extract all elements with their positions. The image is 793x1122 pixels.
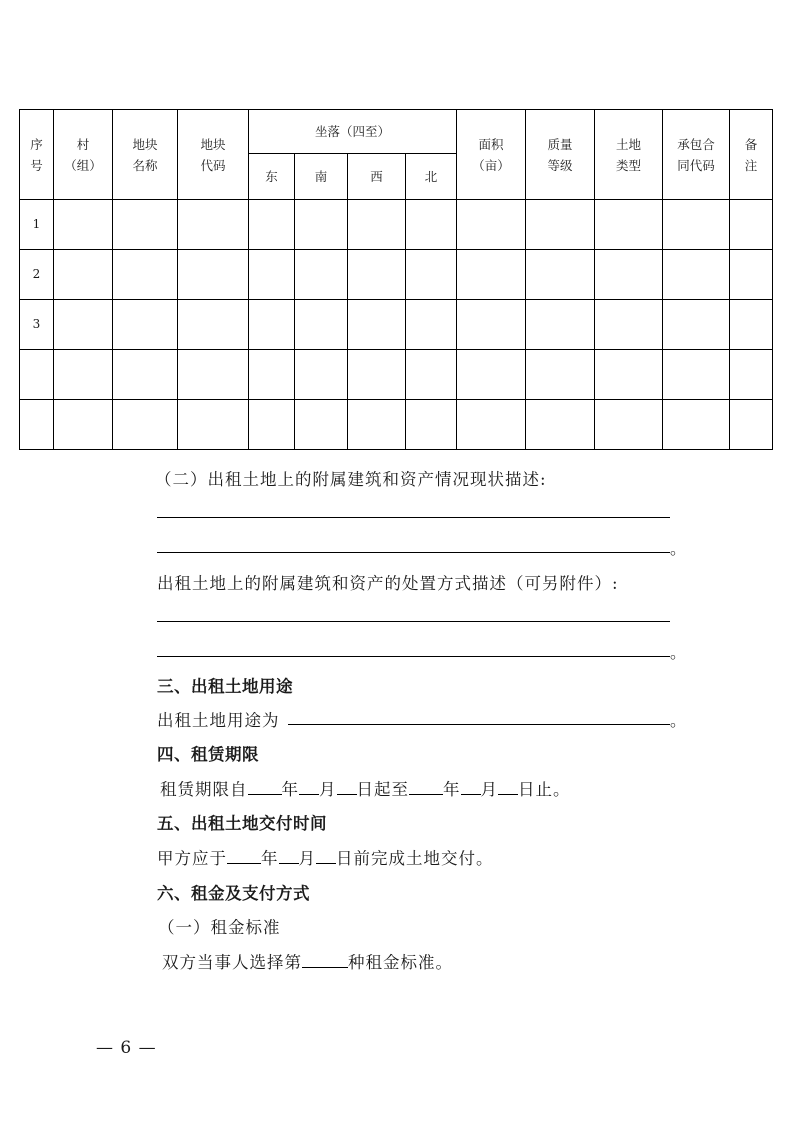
table-header-row: [20, 110, 773, 154]
period-mark: 。: [670, 711, 687, 730]
end-day-blank[interactable]: [498, 778, 518, 795]
rent-standard-subheading: （一）租金标准: [158, 918, 281, 937]
assets-status-heading: （二）出租土地上的附属建筑和资产情况现状描述:: [155, 470, 547, 489]
table-row: [20, 250, 773, 300]
header-land-type: 土地 类型: [595, 110, 663, 200]
row-number: 3: [20, 300, 54, 350]
page-number: — 6 —: [96, 1038, 157, 1058]
table-row: [20, 350, 773, 400]
lease-period-line: 租赁期限自 年 月 日起至 年 月 日止。: [160, 780, 571, 799]
table-row: [20, 200, 773, 250]
header-village: 村 （组）: [54, 110, 113, 200]
section4-title: 四、租赁期限: [157, 745, 259, 764]
table-row: [20, 400, 773, 450]
header-contract-code: 承包合 同代码: [663, 110, 730, 200]
delivery-year-blank[interactable]: [227, 847, 261, 864]
rent-standard-choice-line: 双方当事人选择第 种租金标准。: [162, 953, 453, 972]
delivery-day-blank[interactable]: [316, 847, 336, 864]
header-north: 北: [406, 154, 457, 200]
delivery-month-blank[interactable]: [279, 847, 299, 864]
period-mark: 。: [670, 539, 687, 558]
start-month-blank[interactable]: [299, 778, 319, 795]
header-area: 面积 （亩）: [457, 110, 526, 200]
period-mark: 。: [670, 643, 687, 662]
start-year-blank[interactable]: [248, 778, 282, 795]
assets-disposal-line-1[interactable]: [157, 621, 670, 622]
row-number: 2: [20, 250, 54, 300]
assets-disposal-heading: 出租土地上的附属建筑和资产的处置方式描述（可另附件）:: [157, 574, 619, 593]
row-number: 1: [20, 200, 54, 250]
start-day-blank[interactable]: [337, 778, 357, 795]
header-quality: 质量 等级: [526, 110, 595, 200]
header-plot-code: 地块 代码: [178, 110, 249, 200]
header-plot-name: 地块 名称: [113, 110, 178, 200]
assets-status-line-2[interactable]: [157, 552, 670, 553]
header-east: 东: [249, 154, 295, 200]
land-use-label: 出租土地用途为: [157, 711, 280, 730]
end-month-blank[interactable]: [461, 778, 481, 795]
section3-title: 三、出租土地用途: [157, 677, 293, 696]
land-use-input-line[interactable]: [288, 724, 670, 725]
land-plot-table: [19, 109, 773, 450]
header-south: 南: [295, 154, 348, 200]
end-year-blank[interactable]: [409, 778, 443, 795]
delivery-time-line: 甲方应于 年 月 日前完成土地交付。: [157, 849, 494, 868]
row-number: [20, 350, 54, 400]
header-remarks: 备 注: [730, 110, 773, 200]
table-row: [20, 300, 773, 350]
header-west: 西: [348, 154, 406, 200]
section6-title: 六、租金及支付方式: [157, 884, 310, 903]
assets-disposal-line-2[interactable]: [157, 656, 670, 657]
assets-status-line-1[interactable]: [157, 517, 670, 518]
header-location: 坐落（四至）: [249, 110, 457, 154]
rent-standard-blank[interactable]: [302, 951, 348, 968]
section5-title: 五、出租土地交付时间: [157, 814, 327, 833]
row-number: [20, 400, 54, 450]
header-seq: 序 号: [20, 110, 54, 200]
